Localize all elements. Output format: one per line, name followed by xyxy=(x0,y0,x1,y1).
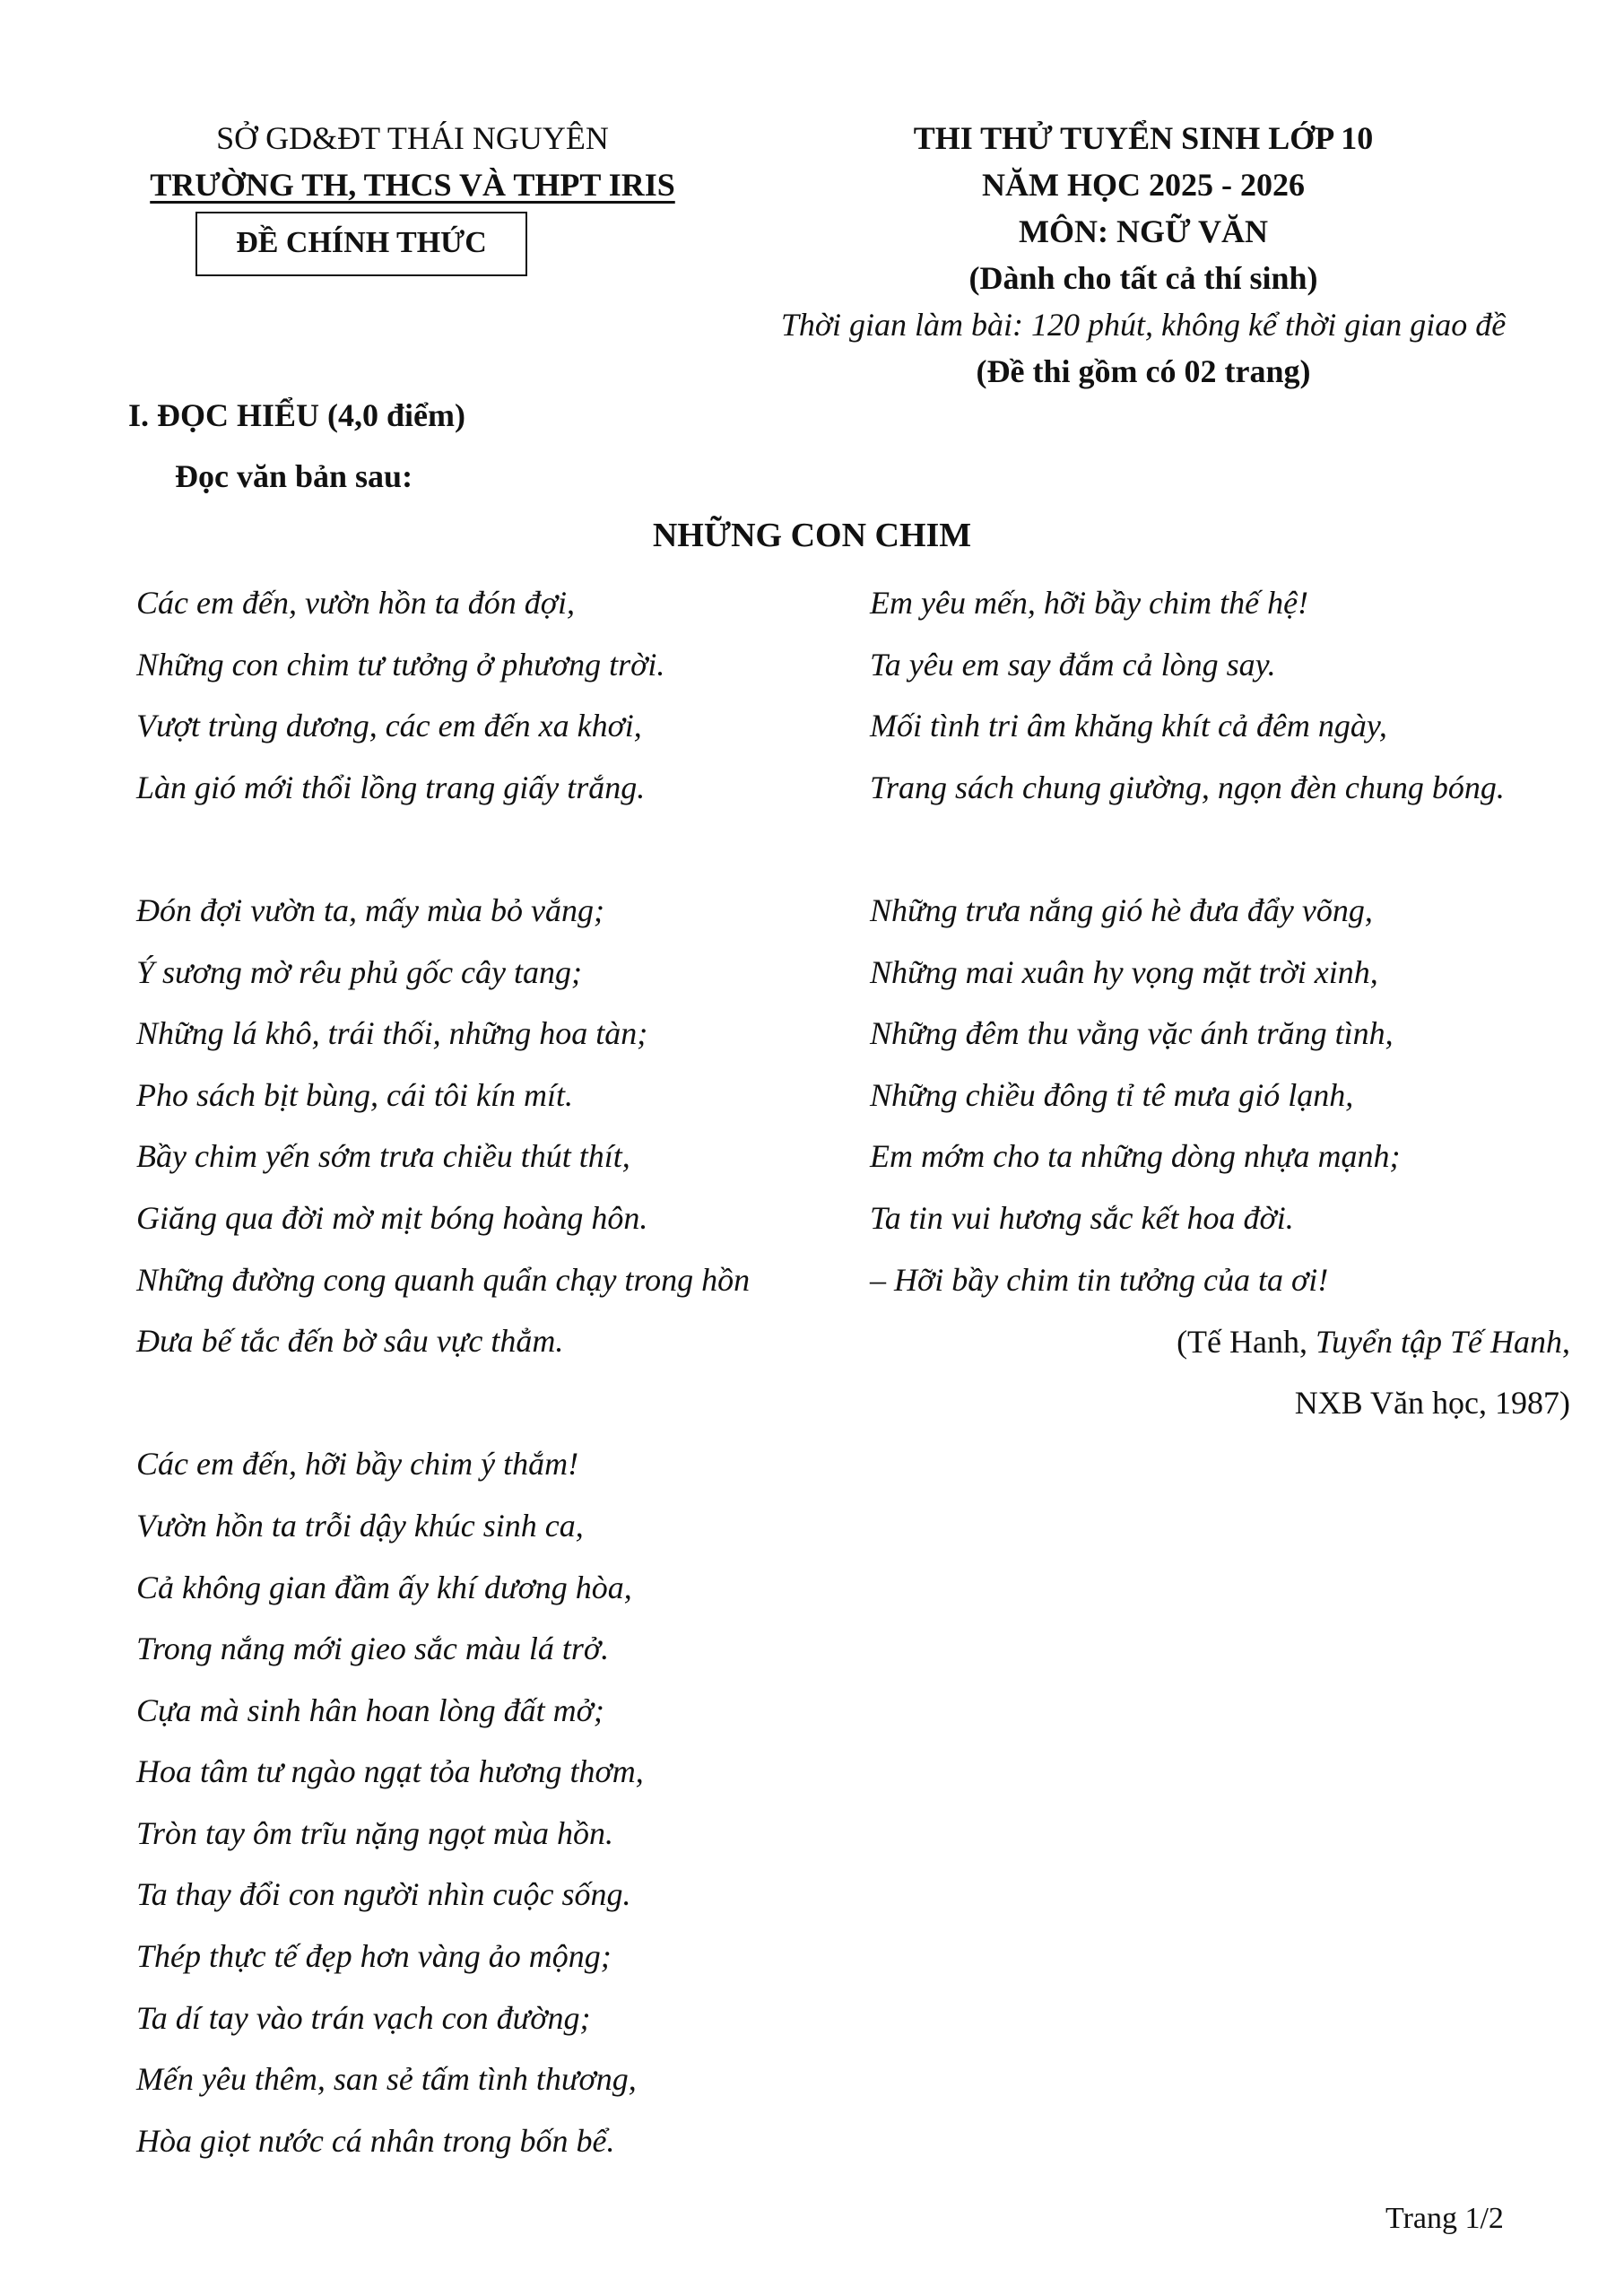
poem-line: Mối tình tri âm khăng khít cả đêm ngày, xyxy=(870,708,1387,744)
poem-line: Các em đến, hỡi bầy chim ý thắm! xyxy=(136,1446,579,1483)
poem-line: Ta yêu em say đắm cả lòng say. xyxy=(870,646,1276,683)
poem-left-column xyxy=(136,572,750,2171)
poem-source xyxy=(1177,1311,1570,1433)
poem-line: Em mớm cho ta những dòng nhựa mạnh; xyxy=(870,1138,1401,1175)
poem-line: Ta thay đổi con người nhìn cuộc sống. xyxy=(136,1876,631,1913)
poem-line: Ý sương mờ rêu phủ gốc cây tang; xyxy=(136,953,583,990)
poem-line: Những lá khô, trái thối, những hoa tàn; xyxy=(136,1015,648,1052)
subject: MÔN: NGỮ VĂN xyxy=(1019,213,1268,249)
poem-line: Bầy chim yến sớm trưa chiều thút thít, xyxy=(136,1138,630,1175)
school-year: NĂM HỌC 2025 - 2026 xyxy=(982,167,1305,203)
header-left xyxy=(121,115,704,208)
stanza-break xyxy=(136,1372,750,1434)
poem-line: Vượt trùng dương, các em đến xa khơi, xyxy=(136,708,642,744)
poem-line: – Hỡi bầy chim tin tưởng của ta ơi! xyxy=(870,1261,1329,1298)
header-right xyxy=(726,115,1560,395)
poem-right-column xyxy=(870,572,1505,1310)
audience: (Dành cho tất cả thí sinh) xyxy=(968,260,1318,296)
poem-line: Trang sách chung giường, ngọn đèn chung bóng. xyxy=(870,769,1505,805)
source-citation-line xyxy=(1177,1311,1570,1372)
poem-line: Hoa tâm tư ngào ngạt tỏa hương thơm, xyxy=(136,1753,644,1790)
poem-line: Những đêm thu vằng vặc ánh trăng tình, xyxy=(870,1015,1394,1052)
poem-line: Hòa giọt nước cá nhân trong bốn bể. xyxy=(136,2122,615,2159)
poem-title: NHỮNG CON CHIM xyxy=(652,517,972,554)
poem-line: Những đường cong quanh quẩn chạy trong hồn xyxy=(136,1261,751,1298)
poem-line: Những trưa nắng gió hè đưa đẩy võng, xyxy=(870,891,1373,928)
page-count: (Đề thi gồm có 02 trang) xyxy=(976,353,1311,389)
page-number: Trang 1/2 xyxy=(1385,2202,1504,2235)
poem-line: Thép thực tế đẹp hơn vàng ảo mộng; xyxy=(136,1938,612,1975)
poem-line: Đưa bế tắc đến bờ sâu vực thẳm. xyxy=(136,1323,564,1360)
poem-line: Cả không gian đầm ấy khí dương hòa, xyxy=(136,1569,632,1605)
source-comma: , xyxy=(1562,1324,1570,1360)
poem-line: Trong nắng mới gieo sắc màu lá trở. xyxy=(136,1631,610,1667)
poem-line: Những chiều đông tỉ tê mưa gió lạnh, xyxy=(870,1076,1354,1113)
stanza-break xyxy=(870,818,1505,880)
exam-title: THI THỬ TUYỂN SINH LỚP 10 xyxy=(913,120,1374,156)
poem-line: Tròn tay ôm trĩu nặng ngọt mùa hồn. xyxy=(136,1814,614,1851)
poem-line: Mến yêu thêm, san sẻ tấm tình thương, xyxy=(136,2061,637,2098)
official-stamp-box: ĐỀ CHÍNH THỨC xyxy=(195,212,527,276)
section-heading: I. ĐỌC HIỂU (4,0 điểm) xyxy=(128,397,465,433)
poem-line: Vườn hồn ta trỗi dậy khúc sinh ca, xyxy=(136,1507,584,1544)
poem-line: Các em đến, vườn hồn ta đón đợi, xyxy=(136,585,575,621)
source-publisher: NXB Văn học, 1987) xyxy=(1294,1385,1570,1421)
time-limit: Thời gian làm bài: 120 phút, không kể thời gian giao đề xyxy=(780,307,1507,343)
school-name: TRƯỜNG TH, THCS VÀ THPT IRIS xyxy=(150,167,675,203)
poem-line: Làn gió mới thổi lồng trang giấy trắng. xyxy=(136,769,646,805)
poem-line: Đón đợi vườn ta, mấy mùa bỏ vắng; xyxy=(136,891,604,928)
source-author: (Tế Hanh, xyxy=(1177,1324,1316,1360)
reading-instruction: Đọc văn bản sau: xyxy=(175,458,413,494)
stanza-break xyxy=(136,818,750,880)
poem-line: Những con chim tư tưởng ở phương trời. xyxy=(136,646,665,683)
poem-line: Giăng qua đời mờ mịt bóng hoàng hôn. xyxy=(136,1199,648,1236)
poem-line: Ta tin vui hương sắc kết hoa đời. xyxy=(870,1199,1294,1236)
poem-line: Cựa mà sinh hân hoan lòng đất mở; xyxy=(136,1692,604,1728)
poem-line: Những mai xuân hy vọng mặt trời xinh, xyxy=(870,953,1378,990)
poem-line: Ta dí tay vào trán vạch con đường; xyxy=(136,1999,591,2036)
source-book-title: Tuyển tập Tế Hanh xyxy=(1316,1324,1562,1360)
poem-line: Pho sách bịt bùng, cái tôi kín mít. xyxy=(136,1076,573,1113)
department-name: SỞ GD&ĐT THÁI NGUYÊN xyxy=(216,120,609,156)
poem-line: Em yêu mến, hỡi bầy chim thế hệ! xyxy=(870,585,1309,621)
